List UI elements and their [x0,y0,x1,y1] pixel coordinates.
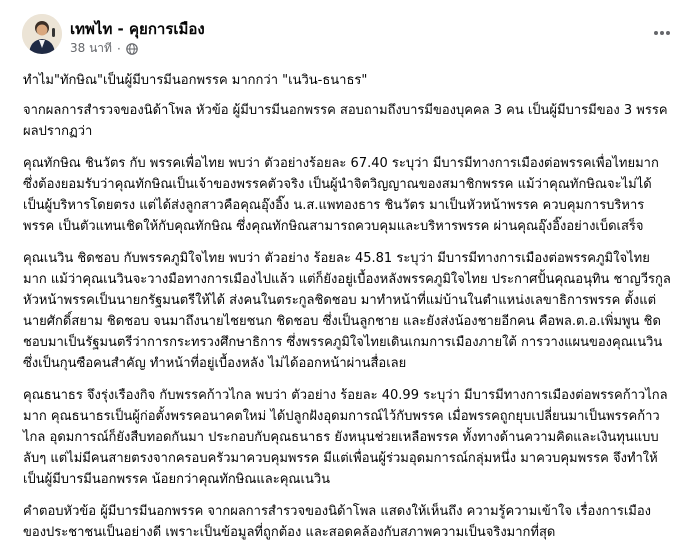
post-headline: ทำไม"ทักษิณ"เป็นผู้มีบารมีนอกพรรค มากกว่า "เนวิน-ธนาธร" [23,73,368,88]
author-name[interactable]: เทพไท - คุยการเมือง [70,20,205,38]
post-paragraph: คุณธนาธร จึงรุ่งเรืองกิจ กับพรรคก้าวไกล พบว่า ตัวอย่าง ร้อยละ 40.99 ระบุว่า มีบารมีทางการเมืองต่อพรรคก้าวไกลมาก คุณธนาธรเป็นผู้ก่อตั้งพรรคอนาคตใหม่ ได้ปลูกฝังอุดมการณ์ไว้กับพรรค เมื่อพรรคถูกยุบเปลี่ยนมาเป็นพรรคก้าวไกล อุดมการณ์ก็ยังสืบทอดกันมา ประกอบกับคุณธนาธร ยังหนุนช่วยเหลือพรรค ทั้งทางด้านความคิดและเงินทุนแบบลับๆ แต่ไม่มีคนสายตรงจากครอบครัวมาควบคุมพรรค มีแต่เพื่อนผู้ร่วมอุดมการณ์กลุ่มหนึ่ง มาควบคุมพรรค จึงทำให้เป็นผู้มีบารมีนอกพรรค น้อยกว่าคุณทักษิณและคุณเนวิน [23,388,668,487]
post-header [22,14,676,60]
post-paragraph: คุณเนวิน ชิดชอบ กับพรรคภูมิใจไทย พบว่า ตัวอย่าง ร้อยละ 45.81 ระบุว่า มีบารมีทางการเมืองต่อพรรคภูมิใจไทยมาก แม้ว่าคุณเนวินจะวางมือทางการเมืองไปแล้ว แต่ก็ยังอยู่เบื้องหลังพรรคภูมิใจไทย ประกาศปั้นคุณอนุทิน ชาญวีรกูล หัวหน้าพรรคเป็นนายกรัฐมนตรีให้ได้ ส่งคนในตระกูลชิดชอบ มาทำหน้าที่แม่บ้านในตำแหน่งเลขาธิการพรรค ตั้งแต่นายศักดิ์สยาม ชิดชอบ จนมาถึงนายไชยชนก ชิดชอบ ซึ่งเป็นลูกชาย และยังส่งน้องชายอีกคน คือพล.ต.อ.เพิ่มพูน ชิดชอบมาเป็นรัฐมนตรีว่าการกระทรวงศึกษาธิการ ซึ่งพรรคภูมิใจไทยเดินเกมการเมืองภายใต้ การวางแผนของคุณเนวิน ซึ่งเป็นกุนซือคนสำคัญ ทำหน้าที่อยู่เบื้องหลัง ไม่ได้ออกหน้าผ่านสื่อเลย [23,251,671,371]
post-paragraph: คำตอบหัวข้อ ผู้มีบารมีนอกพรรค จากผลการสำรวจของนิด้าโพล แสดงให้เห็นถึง ความรู้ความเข้าใจ เรื่องการเมืองของประชาชนเป็นอย่างดี เพราะเป็นข้อมูลที่ถูกต้อง และสอดคล้องกับสภาพความเป็นจริงมากที่สุด [23,504,652,540]
more-horizontal-icon [653,30,671,36]
meta-separator: · [116,41,121,56]
post-paragraph: คุณทักษิณ ชินวัตร กับ พรรคเพื่อไทย พบว่า ตัวอย่างร้อยละ 67.40 ระบุว่า มีบารมีทางการเมืองต่อพรรคเพื่อไทยมาก ซึ่งต้องยอมรับว่าคุณทักษิณเป็นเจ้าของพรรคตัวจริง เป็นผู้นำจิตวิญญาณของสมาชิกพรรค แม้ว่าคุณทักษิณจะไม่ได้เป็นผู้บริหารโดยตรง แต่ได้ส่งลูกสาวคือคุณอุ๊งอิ๊ง น.ส.แพทองธาร ชินวัตร มาเป็นหัวหน้าพรรค ควบคุมการบริหารพรรค เป็นตัวแทนเชิดให้กับคุณทักษิณ ซึ่งคุณทักษิณสามารถควบคุมและบริหารพรรค ผ่านคุณอุ๊งอิ๊งอย่างเบ็ดเสร็จ [23,156,659,234]
post-paragraph: จากผลการสำรวจของนิด้าโพล หัวข้อ ผู้มีบารมีนอกพรรค สอบถามถึงบารมีของบุคคล 3 คน เป็นผู้มีบารมีของ 3 พรรค ผลปรากฏว่า [23,103,668,139]
avatar-image [22,14,62,54]
avatar[interactable] [22,14,62,54]
post-body [23,70,673,554]
globe-icon [126,43,138,55]
post-meta [70,39,138,58]
post-time[interactable]: 38 นาที [70,41,112,55]
more-options-button[interactable] [648,22,676,44]
